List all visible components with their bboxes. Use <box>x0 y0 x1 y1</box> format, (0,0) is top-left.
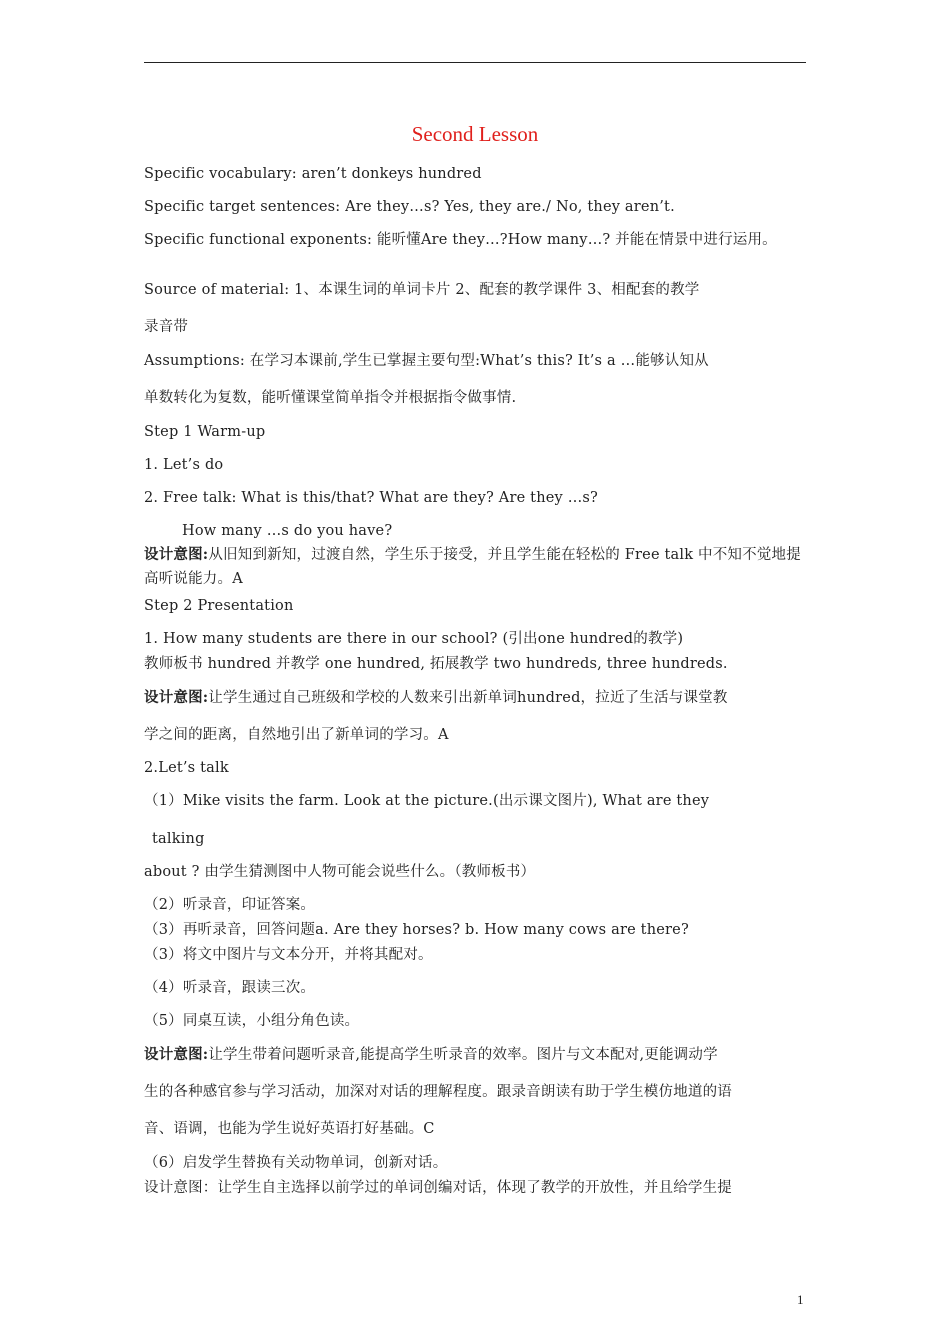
step2-design1-line-1 <box>144 689 808 707</box>
talk-1-line-2: talking <box>152 831 205 847</box>
vocabulary-line: Specific vocabulary: aren’t donkeys hundred <box>144 166 482 182</box>
step2-design2-line-3: 音、语调，也能为学生说好英语打好基础。C <box>144 1121 435 1137</box>
step2-design3: 设计意图：让学生自主选择以前学过的单词创编对话，体现了教学的开放性，并且给学生提 <box>144 1180 732 1196</box>
lets-talk-heading: 2.Let’s talk <box>144 760 229 776</box>
source-line-1: Source of material: 1、本课生词的单词卡片 2、配套的教学课件 3、相配套的教学 <box>144 282 700 298</box>
assumptions-line-2: 单数转化为复数，能听懂课堂简单指令并根据指令做事情. <box>144 390 517 406</box>
source-line-2: 录音带 <box>144 319 189 335</box>
step2-item-1: 1. How many students are there in our school? (引出one hundred的教学) <box>144 631 684 647</box>
step2-design2-line-2: 生的各种感官参与学习活动，加深对对话的理解程度。跟录音朗读有助于学生模仿地道的语 <box>144 1084 732 1100</box>
step1-design-note <box>144 543 808 591</box>
header-rule <box>144 62 806 63</box>
talk-2: （2）听录音，印证答案。 <box>144 897 316 913</box>
step1-item-1: 1. Let’s do <box>144 457 224 473</box>
lesson-title: Second Lesson <box>411 122 539 146</box>
design-label: 设计意图: <box>144 689 209 706</box>
step2-design1-line-2: 学之间的距离，自然地引出了新单词的学习。A <box>144 727 449 743</box>
design-text: 从旧知到新知，过渡自然，学生乐于接受，并且学生能在轻松的 Free talk 中不知不觉地提高听说能力。A <box>144 547 801 587</box>
talk-6: （6）启发学生替换有关动物单词，创新对话。 <box>144 1155 448 1171</box>
step1-item-2b: How many …s do you have? <box>182 523 393 539</box>
assumptions-line-1: Assumptions: 在学习本课前,学生已掌握主要句型:What’s this? It’s a …能够认知从 <box>144 353 709 369</box>
step2-item-1b: 教师板书 hundred 并教学 one hundred, 拓展教学 two hundreds, three hundreds. <box>144 656 728 672</box>
design-label: 设计意图: <box>144 1046 209 1063</box>
functional-exponents-line: Specific functional exponents: 能听懂Are they…?How many…? 并能在情景中进行运用。 <box>144 232 777 248</box>
step1-item-2: 2. Free talk: What is this/that? What are they? Are they …s? <box>144 490 599 506</box>
design-text: 让学生带着问题听录音,能提高学生听录音的效率。图片与文本配对,更能调动学 <box>208 1047 718 1063</box>
step2-design2-line-1 <box>144 1046 808 1064</box>
talk-5: （5）同桌互读，小组分角色读。 <box>144 1013 360 1029</box>
talk-1-line-3: about ? 由学生猜测图中人物可能会说些什么。（教师板书） <box>144 864 536 880</box>
step1-heading: Step 1 Warm-up <box>144 424 266 440</box>
design-label: 设计意图: <box>144 546 209 563</box>
page-number: 1 <box>797 1292 804 1307</box>
talk-1-line-1: （1）Mike visits the farm. Look at the picture.(出示课文图片), What are they <box>144 793 710 809</box>
talk-3b: （3）将文中图片与文本分开，并将其配对。 <box>144 947 433 963</box>
target-sentences-line: Specific target sentences: Are they…s? Yes, they are./ No, they aren’t. <box>144 199 675 215</box>
talk-3: （3）再听录音，回答问题a. Are they horses? b. How many cows are there? <box>144 922 689 938</box>
design-text: 让学生通过自己班级和学校的人数来引出新单词hundred，拉近了生活与课堂教 <box>208 690 728 706</box>
step2-heading: Step 2 Presentation <box>144 598 294 614</box>
talk-4: （4）听录音，跟读三次。 <box>144 980 316 996</box>
